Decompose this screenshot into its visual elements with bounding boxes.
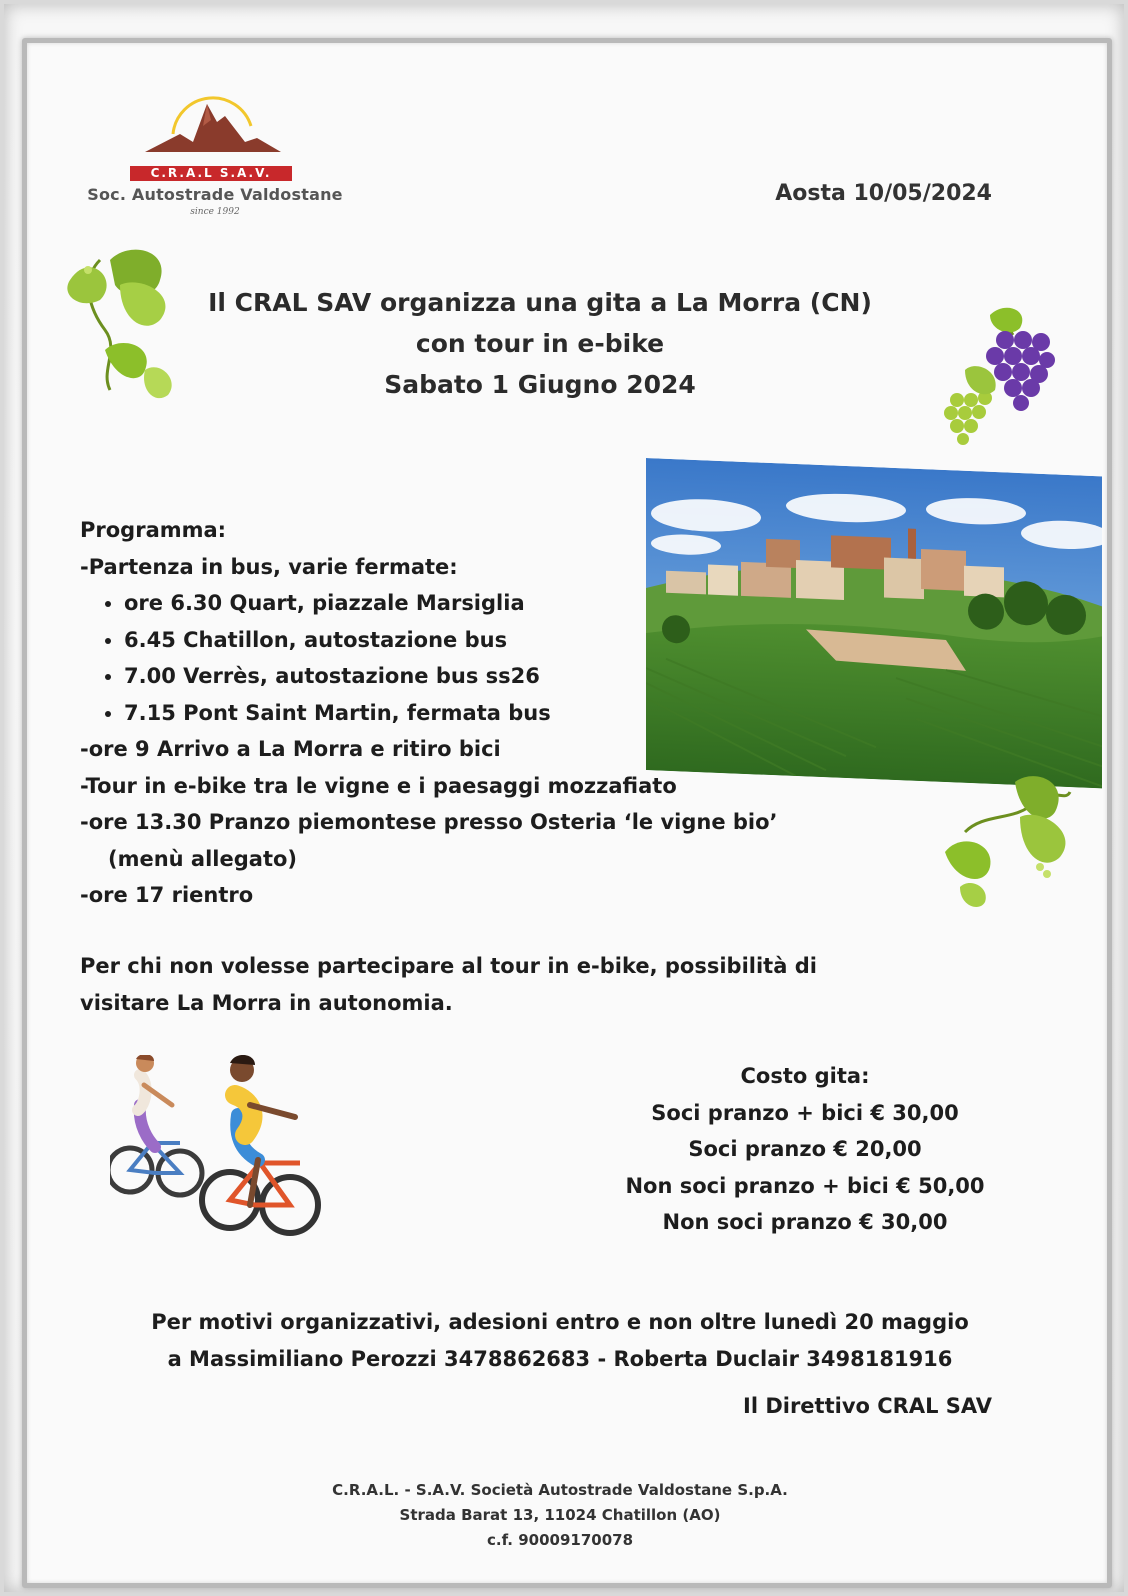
program-tour: -Tour in e-bike tra le vigne e i paesaggi mozzafiato [80,773,677,798]
note-line-1: Per chi non volesse partecipare al tour in e-bike, possibilità di [80,954,817,978]
note-line-2: visitare La Morra in autonomia. [80,991,453,1015]
cyclists-illustration [110,1055,330,1255]
list-item: • 6.45 Chatillon, autostazione bus [124,622,840,659]
cost-heading: Costo gita: [740,1064,870,1088]
program-lunch-note: (menù allegato) [108,846,298,871]
cral-logo [85,82,355,222]
adhesion-line-1: Per motivi organizzativi, adesioni entro e non oltre lunedì 20 maggio [151,1310,969,1334]
mountain-logo-icon [85,82,345,172]
event-title [180,282,900,405]
footer [200,1478,920,1553]
title-line-2: con tour in e-bike [415,329,665,358]
list-item: • 7.15 Pont Saint Martin, fermata bus [124,695,840,732]
grape-leaf-icon [60,240,185,410]
grape-leaf-icon [945,772,1085,922]
bus-stops-list [80,585,840,731]
cost-item: Soci pranzo + bici € 30,00 [651,1100,959,1125]
title-line-1: Il CRAL SAV organizza una gita a La Morra (CN) [208,288,872,317]
footer-line-3: c.f. 90009170078 [486,1531,634,1549]
program-heading: Programma: [80,518,227,542]
grapes-icon [935,300,1065,450]
program-arrival: -ore 9 Arrivo a La Morra e ritiro bici [80,737,501,761]
program-section [80,512,840,914]
autonomy-note [80,948,980,1022]
program-return: -ore 17 rientro [80,883,254,907]
adhesion-line-2: a Massimiliano Perozzi 3478862683 - Roberta Duclair 3498181916 [167,1347,953,1371]
registration-info [80,1304,1040,1378]
logo-badge: C.R.A.L S.A.V. [130,166,292,181]
document-date: Aosta 10/05/2024 [775,181,992,206]
cost-item: Non soci pranzo € 30,00 [662,1210,948,1234]
cost-item: Non soci pranzo + bici € 50,00 [625,1173,985,1198]
cost-section [580,1058,1030,1241]
footer-line-2: Strada Barat 13, 11024 Chatillon (AO) [399,1506,721,1524]
program-departure: -Partenza in bus, varie fermate: [80,554,458,579]
list-item: • 7.00 Verrès, autostazione bus ss26 [124,658,840,695]
footer-line-1: C.R.A.L. - S.A.V. Società Autostrade Valdostane S.p.A. [332,1481,788,1499]
logo-company-name: Soc. Autostrade Valdostane [87,185,343,204]
signature: Il Direttivo CRAL SAV [743,1394,992,1418]
logo-since: since 1992 [190,207,240,217]
cost-item: Soci pranzo € 20,00 [688,1137,922,1161]
program-lunch: -ore 13.30 Pranzo piemontese presso Osteria ‘le vigne bio’ [80,810,778,834]
title-line-3: Sabato 1 Giugno 2024 [384,370,696,399]
list-item: • ore 6.30 Quart, piazzale Marsiglia [124,585,840,622]
